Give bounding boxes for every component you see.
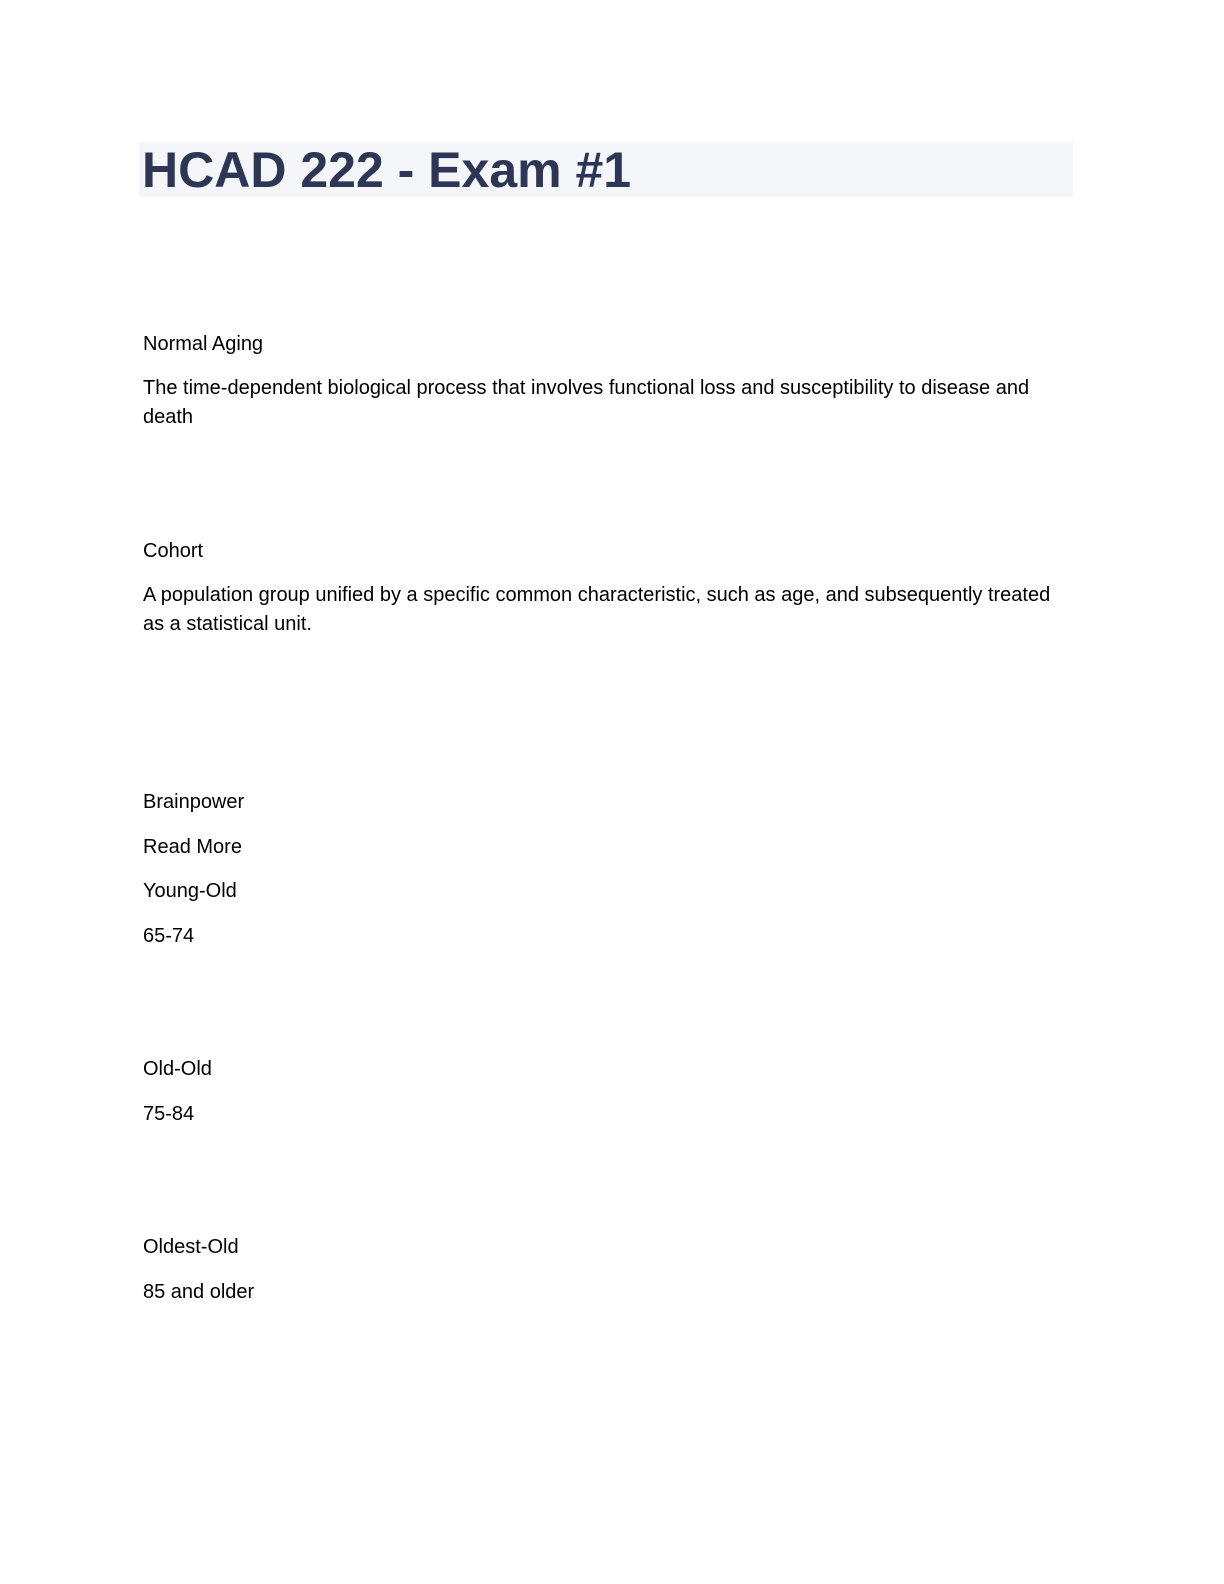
definition-cohort: A population group unified by a specific common characteristic, such as age, and subsequently treated as a statistical unit.: [143, 584, 1051, 635]
term-young-old: Young-Old: [143, 880, 237, 902]
term-oldest-old: Oldest-Old: [143, 1236, 239, 1258]
term-brainpower: Brainpower: [143, 791, 245, 813]
definition-oldest-old: 85 and older: [143, 1281, 255, 1303]
term-old-old: Old-Old: [143, 1058, 212, 1080]
term-normal-aging: Normal Aging: [143, 333, 264, 355]
read-more-link[interactable]: Read More: [143, 836, 242, 858]
term-cohort: Cohort: [143, 540, 204, 562]
definition-young-old: 65-74: [143, 925, 195, 947]
definition-old-old: 75-84: [143, 1103, 195, 1125]
page-title: HCAD 222 - Exam #1: [142, 142, 632, 198]
definition-normal-aging: The time-dependent biological process that involves functional loss and susceptibility to disease and death: [143, 377, 1030, 428]
